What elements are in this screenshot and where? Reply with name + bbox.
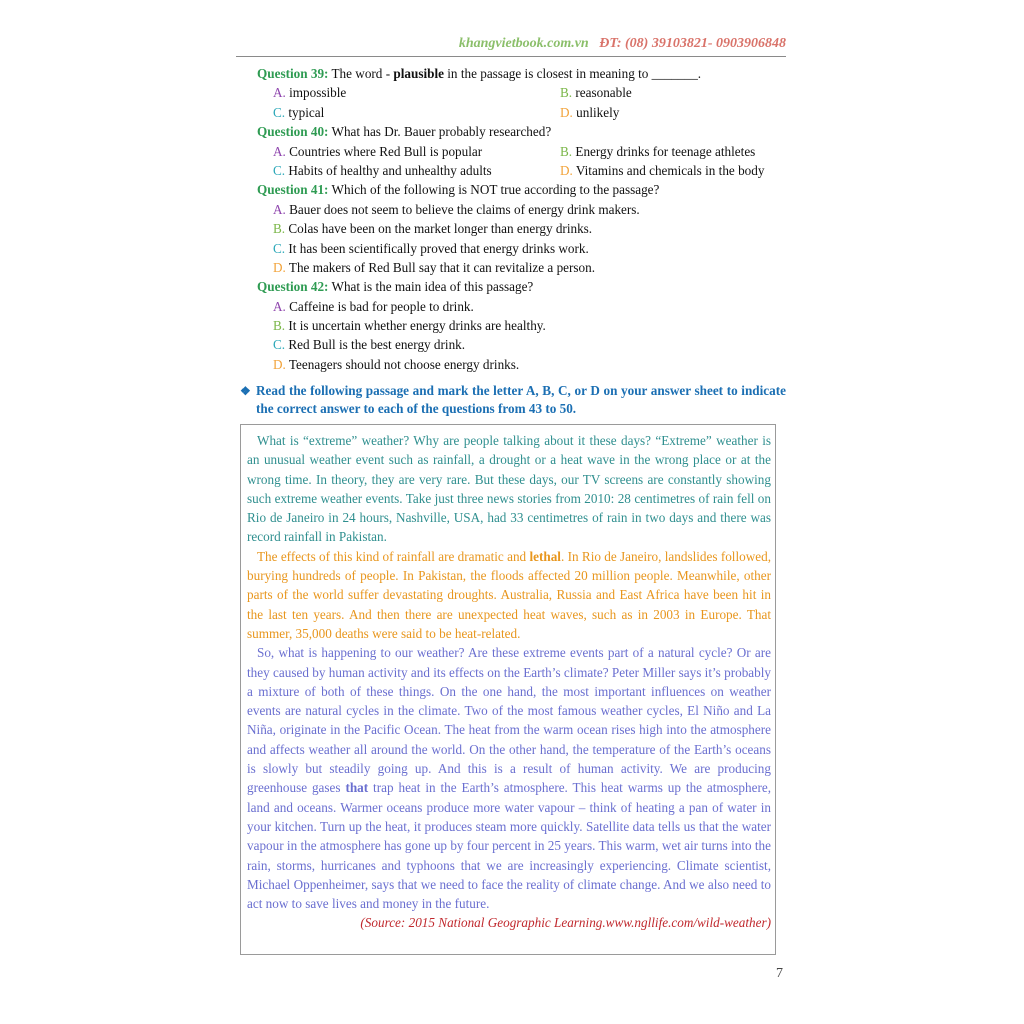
q40-options-row-1 [257, 142, 787, 161]
passage [247, 431, 771, 933]
q41-option-b: B. Colas have been on the market longer than energy drinks. [273, 221, 593, 237]
questions-block [257, 64, 787, 374]
q40-option-b: B. Energy drinks for teenage athletes [560, 143, 756, 159]
question-39: Question 39: The word - plausible in the passage is closest in meaning to _______. [257, 66, 702, 81]
q39-options-row-1 [257, 83, 787, 102]
paragraph-2: The effects of this kind of rainfall are dramatic and lethal. In Rio de Janeiro, landslides followed, burying hundreds of people. In Pakistan, the floods affected 20 million people. Meanwhile, other parts of the world suffer devastating droughts. Australia, Russia and East Africa have been hit in the last ten years. And then there are unexpected heat waves, such as in 2003 in Europe. That summer, 35,000 deaths were said to be heat-related. [247, 548, 771, 641]
diamond-bullet-icon: ❖ [240, 384, 251, 398]
q41-option-c: C. It has been scientifically proved that energy drinks work. [273, 240, 589, 256]
q41-option-d: D. The makers of Red Bull say that it can revitalize a person. [273, 259, 596, 275]
instruction-text: Read the following passage and mark the letter A, B, C, or D on your answer sheet to indicate the correct answer to each of the questions from 43 to 50. [256, 383, 786, 416]
keyword-plausible: plausible [393, 66, 444, 81]
q39-options-row-2 [257, 103, 787, 122]
header-site: khangvietbook.com.vn [458, 36, 589, 51]
q42-option-d: D. Teenagers should not choose energy drinks. [273, 356, 520, 372]
page-number: 7 [776, 966, 783, 981]
passage-source: (Source: 2015 National Geographic Learning.www.ngllife.com/wild-weather) [360, 915, 771, 931]
instruction [240, 382, 786, 418]
paragraph-3: So, what is happening to our weather? Are these extreme events part of a natural cycle? Or are they caused by human activity and its effects on the Earth’s climate? Peter Miller says it’s probably a mixture of both of these things. On the one hand, the most important influences on weather events are natural cycles in the climate. Two of the most famous weather cycles, El Niño and La Niña, originate in the Pacific Ocean. The heat from the warm ocean rises high into the atmosphere and affects weather all around the world. On the other hand, the temperature of the Earth’s oceans is slowly but steadily going up. And this is a result of human activity. We are producing greenhouse gases that trap heat in the Earth’s atmosphere. This heat warms up the atmosphere, land and oceans. Warmer oceans produce more water vapour – think of heating a pan of water in your kitchen. Turn up the heat, it produces steam more quickly. Satellite data tells us that the water vapour in the atmosphere has gone up by four percent in 25 years. This warm, wet air turns into the rain, storms, hurricanes and typhoons that we are increasingly experiencing. Climate scientist, Michael Oppenheimer, says that we need to face the reality of climate change. And we also need to act now to save lives and money in the future. [247, 645, 771, 912]
q42-option-c: C. Red Bull is the best energy drink. [273, 337, 466, 353]
q42-option-b: B. It is uncertain whether energy drinks are healthy. [273, 318, 546, 334]
q39-option-c: C. typical [273, 104, 325, 120]
header-phone: ĐT: (08) 39103821- 0903906848 [599, 36, 786, 51]
q41-option-a: A. Bauer does not seem to believe the claims of energy drink makers. [273, 201, 640, 217]
question-41: Question 41: Which of the following is NOT true according to the passage? [257, 182, 660, 198]
q40-option-c: C. Habits of healthy and unhealthy adults [273, 162, 492, 178]
q42-option-a: A. Caffeine is bad for people to drink. [273, 298, 474, 314]
header-rule [236, 56, 786, 57]
page-header [236, 36, 786, 52]
q40-options-row-2 [257, 161, 787, 180]
keyword-lethal: lethal [529, 548, 561, 564]
paragraph-1: What is “extreme” weather? Why are people talking about it these days? “Extreme” weather is an unusual weather event such as rainfall, a drought or a heat wave in the wrong place or at the wrong time. In theory, they are very rare. But these days, our TV screens are constantly showing such extreme weather events. Take just three news stories from 2010: 28 centimetres of rain fell on Rio de Janeiro in 24 hours, Nashville, USA, had 33 centimetres of rain in two days and there was record rainfall in Pakistan. [247, 433, 771, 545]
keyword-that: that [345, 780, 369, 796]
question-42: Question 42: What is the main idea of this passage? [257, 279, 534, 295]
q39-option-a: A. impossible [273, 85, 347, 101]
q40-option-a: A. Countries where Red Bull is popular [273, 143, 483, 159]
q40-option-d: D. Vitamins and chemicals in the body [560, 162, 765, 178]
q39-option-b: B. reasonable [560, 85, 632, 101]
question-40: Question 40: What has Dr. Bauer probably researched? [257, 124, 552, 140]
q39-option-d: D. unlikely [560, 104, 620, 120]
